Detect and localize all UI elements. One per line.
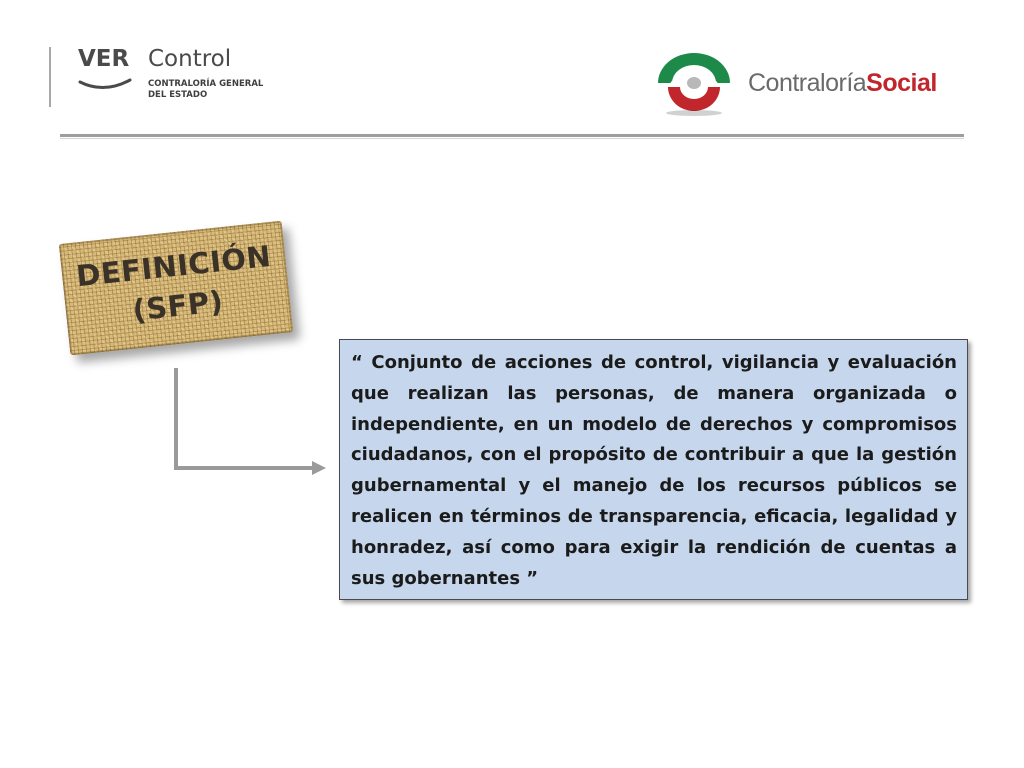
title-line2: (SFP) xyxy=(130,284,225,328)
definition-title xyxy=(60,235,291,338)
ver-logo-text: VER xyxy=(78,46,130,72)
cs-logo-part1: Contraloría xyxy=(748,69,867,97)
definition-box xyxy=(339,339,968,600)
ver-subtitle-line2: DEL ESTADO xyxy=(148,90,208,100)
definition-title-card xyxy=(59,221,293,356)
definition-text: “ Conjunto de acciones de control, vigilancia y evaluación que realizan las personas, de manera organizada o independiente, en un modelo de derechos y compromisos ciudadanos, con el propósito de contribuir a que la gestión gubernamental y el manejo de los recursos públicos se realicen en términos de transparencia, eficacia, legalidad y honradez, así como para exigir la rendición de cuentas a sus gobernantes ” xyxy=(351,352,957,589)
header-divider xyxy=(49,47,51,107)
title-line1: DEFINICIÓN xyxy=(74,238,273,294)
contraloria-social-logo-text xyxy=(748,69,937,98)
contraloria-social-emblem-icon xyxy=(654,47,734,119)
ver-logo-subtitle xyxy=(148,79,263,101)
elbow-arrow-icon xyxy=(166,362,336,482)
control-logo-text: Control xyxy=(148,46,232,72)
ver-subtitle-line1: CONTRALORÍA GENERAL xyxy=(148,79,264,89)
cs-logo-part2: Social xyxy=(866,69,937,97)
header-rule-shadow xyxy=(60,138,964,139)
header-rule xyxy=(60,134,964,137)
smile-swoosh-icon xyxy=(78,76,134,92)
